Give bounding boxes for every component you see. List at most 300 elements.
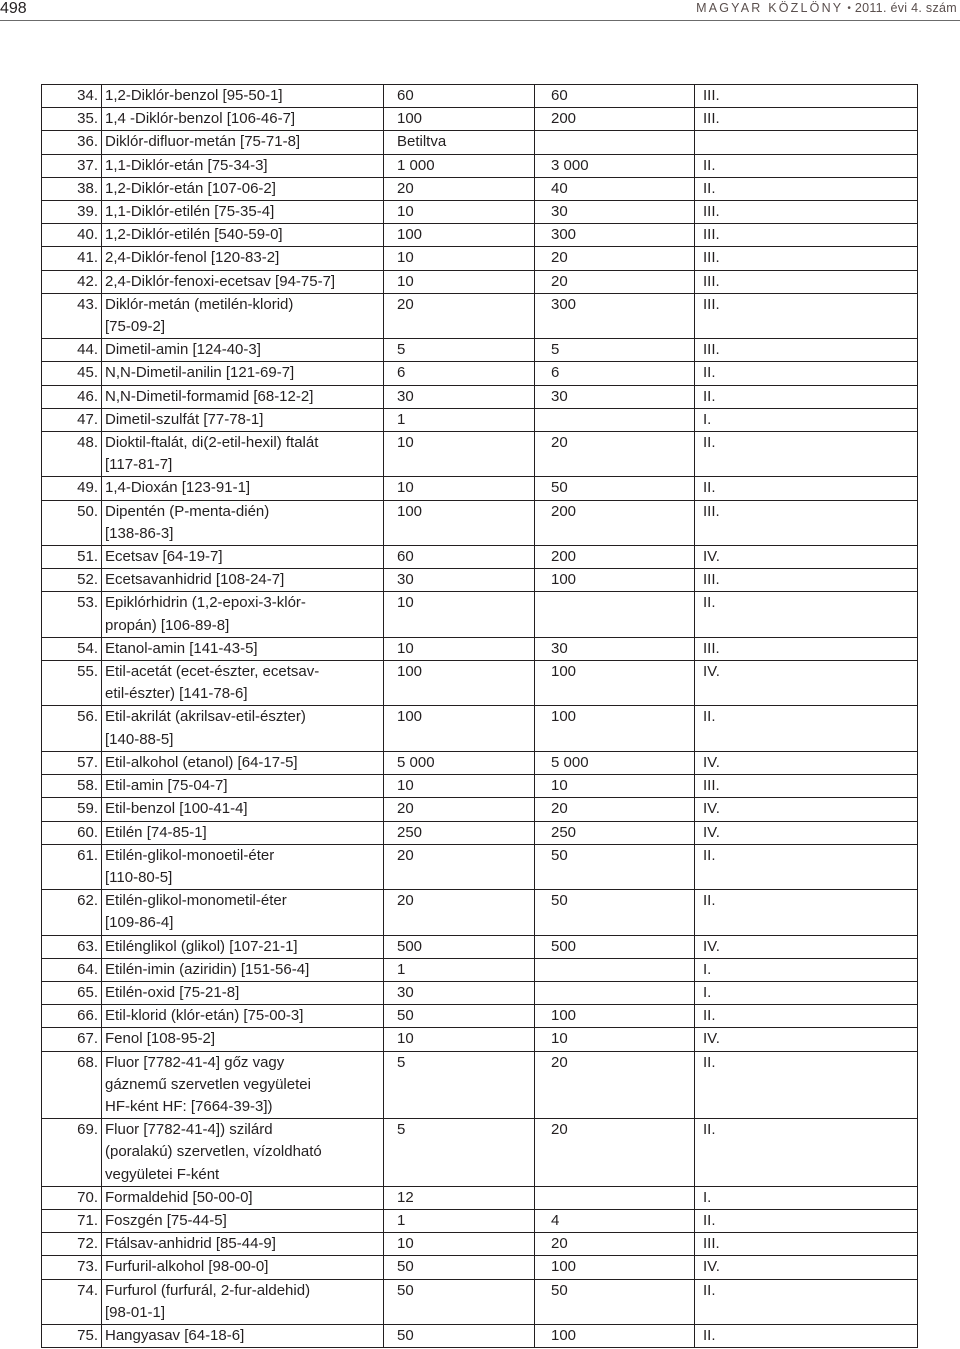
table-row [42, 890, 918, 935]
limit-value-1: 10 [384, 775, 535, 798]
category: I. [695, 1186, 918, 1209]
table-row [42, 247, 918, 270]
table-row [42, 592, 918, 637]
substance-name [102, 1256, 384, 1279]
substance-name [102, 821, 384, 844]
limit-value-2: 100 [535, 661, 695, 706]
substance-name [102, 775, 384, 798]
table-row [42, 432, 918, 477]
table-row [42, 500, 918, 545]
row-number: 54. [42, 637, 102, 660]
substance-name [102, 362, 384, 385]
substance-name [102, 1028, 384, 1051]
limit-value-2 [535, 131, 695, 154]
substance-name [102, 385, 384, 408]
table-row [42, 637, 918, 660]
row-number: 73. [42, 1256, 102, 1279]
limit-value-2: 100 [535, 1005, 695, 1028]
substance-name-line: Etil-benzol [100-41-4] [105, 800, 248, 818]
substance-name [102, 844, 384, 889]
limit-value-1: 12 [384, 1186, 535, 1209]
limit-value-2: 50 [535, 1279, 695, 1324]
limit-value-2: 20 [535, 1119, 695, 1187]
substance-name-line: (poralakú) szervetlen, vízoldható [105, 1143, 322, 1161]
substance-name [102, 339, 384, 362]
limit-value-1: 250 [384, 821, 535, 844]
substance-name [102, 592, 384, 637]
table-row [42, 131, 918, 154]
limit-value-1: 20 [384, 177, 535, 200]
substance-name-line: Foszgén [75-44-5] [105, 1211, 227, 1229]
limit-value-1: 5 000 [384, 751, 535, 774]
limit-value-1: 10 [384, 637, 535, 660]
limit-value-2: 30 [535, 201, 695, 224]
substance-name-line: etil-észter) [141-78-6] [105, 685, 248, 703]
substance-name [102, 1119, 384, 1187]
table-row [42, 362, 918, 385]
category: II. [695, 432, 918, 477]
limit-value-1: 100 [384, 224, 535, 247]
running-header [696, 0, 957, 18]
row-number: 43. [42, 293, 102, 338]
limit-value-1: 500 [384, 935, 535, 958]
category: II. [695, 385, 918, 408]
category: II. [695, 154, 918, 177]
limit-value-2: 50 [535, 844, 695, 889]
table-row [42, 1209, 918, 1232]
substance-name-line: Fluor [7782-41-4]) szilárd [105, 1121, 273, 1139]
substance-name [102, 108, 384, 131]
limit-value-2: 300 [535, 293, 695, 338]
substance-table [41, 84, 918, 1348]
substance-name [102, 432, 384, 477]
substance-name-line: [140-88-5] [105, 730, 174, 748]
limit-value-1: 10 [384, 270, 535, 293]
category: I. [695, 981, 918, 1004]
table-row [42, 751, 918, 774]
limit-value-2: 100 [535, 1256, 695, 1279]
substance-name [102, 270, 384, 293]
table-row [42, 546, 918, 569]
limit-value-1: 10 [384, 247, 535, 270]
substance-name-line: Etil-akrilát (akrilsav-etil-észter) [105, 708, 306, 726]
row-number: 36. [42, 131, 102, 154]
limit-value-1: 1 [384, 958, 535, 981]
substance-name-line: [138-86-3] [105, 524, 174, 542]
substance-name-line: [75-09-2] [105, 318, 166, 336]
substance-name [102, 751, 384, 774]
substance-name [102, 85, 384, 108]
table-row [42, 1233, 918, 1256]
limit-value-1: 10 [384, 1233, 535, 1256]
limit-value-2: 30 [535, 385, 695, 408]
limit-value-1: 20 [384, 844, 535, 889]
table-row [42, 201, 918, 224]
limit-value-1: 1 000 [384, 154, 535, 177]
row-number: 49. [42, 477, 102, 500]
limit-value-2 [535, 1186, 695, 1209]
table-row [42, 821, 918, 844]
limit-value-2: 6 [535, 362, 695, 385]
substance-name-line: Ecetsav [64-19-7] [105, 548, 223, 566]
limit-value-1: 1 [384, 408, 535, 431]
limit-value-2: 50 [535, 890, 695, 935]
category: IV. [695, 1028, 918, 1051]
substance-name [102, 569, 384, 592]
limit-value-1: 100 [384, 706, 535, 751]
row-number: 34. [42, 85, 102, 108]
table-row [42, 385, 918, 408]
category: IV. [695, 798, 918, 821]
substance-name [102, 201, 384, 224]
category: II. [695, 844, 918, 889]
row-number: 41. [42, 247, 102, 270]
substance-name [102, 1186, 384, 1209]
limit-value-2: 3 000 [535, 154, 695, 177]
substance-name [102, 477, 384, 500]
row-number: 66. [42, 1005, 102, 1028]
substance-name-line: 1,1-Diklór-etilén [75-35-4] [105, 203, 275, 221]
category: IV. [695, 821, 918, 844]
limit-value-1: 100 [384, 661, 535, 706]
substance-name-line: Etil-alkohol (etanol) [64-17-5] [105, 753, 298, 771]
substance-name-line: [98-01-1] [105, 1303, 166, 1321]
table-row [42, 798, 918, 821]
limit-value-2: 60 [535, 85, 695, 108]
category: III. [695, 108, 918, 131]
row-number: 58. [42, 775, 102, 798]
substance-name-line: Etilénglikol (glikol) [107-21-1] [105, 937, 298, 955]
header-rule [0, 20, 960, 21]
substance-name [102, 1005, 384, 1028]
limit-value-1: 50 [384, 1324, 535, 1347]
row-number: 53. [42, 592, 102, 637]
substance-name [102, 247, 384, 270]
page-number: 498 [0, 0, 27, 17]
category: III. [695, 247, 918, 270]
limit-value-2: 40 [535, 177, 695, 200]
table-row [42, 1186, 918, 1209]
limit-value-1: 100 [384, 500, 535, 545]
table-row [42, 844, 918, 889]
substance-name [102, 706, 384, 751]
row-number: 62. [42, 890, 102, 935]
category [695, 131, 918, 154]
category: II. [695, 1005, 918, 1028]
substance-name-line: 1,4 -Diklór-benzol [106-46-7] [105, 110, 296, 128]
row-number: 70. [42, 1186, 102, 1209]
limit-value-2: 5 [535, 339, 695, 362]
substance-name-line: 2,4-Diklór-fenol [120-83-2] [105, 249, 280, 267]
substance-name [102, 981, 384, 1004]
limit-value-2: 200 [535, 108, 695, 131]
substance-name-line: Etilén [74-85-1] [105, 823, 207, 841]
limit-value-1: 50 [384, 1005, 535, 1028]
row-number: 46. [42, 385, 102, 408]
category: III. [695, 500, 918, 545]
category: II. [695, 1209, 918, 1232]
table-row [42, 569, 918, 592]
limit-value-2 [535, 408, 695, 431]
substance-name-line: vegyületei F-ként [105, 1165, 220, 1183]
substance-name-line: 1,2-Diklór-etán [107-06-2] [105, 179, 276, 197]
category: IV. [695, 546, 918, 569]
table-row [42, 1005, 918, 1028]
limit-value-2: 50 [535, 477, 695, 500]
row-number: 65. [42, 981, 102, 1004]
substance-name [102, 935, 384, 958]
substance-name [102, 1279, 384, 1324]
row-number: 40. [42, 224, 102, 247]
substance-name-line: Diklór-metán (metilén-klorid) [105, 295, 294, 313]
category: II. [695, 177, 918, 200]
category: II. [695, 1051, 918, 1119]
table-row [42, 408, 918, 431]
table-row [42, 224, 918, 247]
limit-value-1: Betiltva [384, 131, 535, 154]
table-row [42, 981, 918, 1004]
substance-name-line: Epiklórhidrin (1,2-epoxi-3-klór- [105, 594, 306, 612]
category: II. [695, 890, 918, 935]
substance-name-line: Dioktil-ftalát, di(2-etil-hexil) ftalát [105, 434, 319, 452]
substance-name-line: Dimetil-szulfát [77-78-1] [105, 410, 264, 428]
substance-name [102, 890, 384, 935]
row-number: 50. [42, 500, 102, 545]
limit-value-2: 500 [535, 935, 695, 958]
limit-value-2: 20 [535, 1233, 695, 1256]
substance-name [102, 546, 384, 569]
substance-name [102, 1051, 384, 1119]
table-row [42, 1051, 918, 1119]
table-row [42, 935, 918, 958]
row-number: 44. [42, 339, 102, 362]
category: II. [695, 1119, 918, 1187]
substance-name-line: Dimetil-amin [124-40-3] [105, 341, 261, 359]
category: II. [695, 1279, 918, 1324]
limit-value-1: 60 [384, 85, 535, 108]
substance-name-line: Etilén-imin (aziridin) [151-56-4] [105, 960, 310, 978]
table-row [42, 270, 918, 293]
substance-name-line: Etil-acetát (ecet-észter, ecetsav- [105, 663, 320, 681]
substance-name-line: HF-ként HF: [7664-39-3]) [105, 1097, 273, 1115]
substance-name-line: gáznemű szervetlen vegyületei [105, 1075, 311, 1093]
substance-name-line: Furfuril-alkohol [98-00-0] [105, 1258, 269, 1276]
limit-value-1: 1 [384, 1209, 535, 1232]
limit-value-2 [535, 958, 695, 981]
limit-value-2: 100 [535, 1324, 695, 1347]
category: I. [695, 408, 918, 431]
limit-value-2: 300 [535, 224, 695, 247]
substance-name [102, 408, 384, 431]
category: III. [695, 339, 918, 362]
limit-value-2: 4 [535, 1209, 695, 1232]
substance-name-line: Formaldehid [50-00-0] [105, 1188, 253, 1206]
row-number: 74. [42, 1279, 102, 1324]
category: III. [695, 1233, 918, 1256]
table-row [42, 154, 918, 177]
page-header [0, 0, 960, 22]
limit-value-1: 10 [384, 201, 535, 224]
table-row [42, 477, 918, 500]
substance-name-line: Etilén-glikol-monometil-éter [105, 892, 287, 910]
limit-value-2: 100 [535, 706, 695, 751]
row-number: 52. [42, 569, 102, 592]
substance-table-body [42, 85, 918, 1348]
table-row [42, 85, 918, 108]
category: III. [695, 270, 918, 293]
row-number: 55. [42, 661, 102, 706]
substance-name-line: Fluor [7782-41-4] gőz vagy [105, 1053, 285, 1071]
limit-value-1: 50 [384, 1279, 535, 1324]
substance-name-line: Ecetsavanhidrid [108-24-7] [105, 571, 285, 589]
row-number: 42. [42, 270, 102, 293]
table-row [42, 177, 918, 200]
substance-name-line: propán) [106-89-8] [105, 616, 230, 634]
row-number: 63. [42, 935, 102, 958]
limit-value-2: 20 [535, 432, 695, 477]
limit-value-1: 30 [384, 385, 535, 408]
limit-value-2: 10 [535, 775, 695, 798]
substance-name-line: [117-81-7] [105, 456, 173, 474]
limit-value-1: 20 [384, 798, 535, 821]
limit-value-1: 5 [384, 339, 535, 362]
row-number: 68. [42, 1051, 102, 1119]
category: III. [695, 293, 918, 338]
substance-name-line: Ftálsav-anhidrid [85-44-9] [105, 1235, 276, 1253]
limit-value-2: 100 [535, 569, 695, 592]
table-row [42, 1119, 918, 1187]
issue-label: 2011. évi 4. szám [854, 1, 957, 15]
substance-name [102, 661, 384, 706]
limit-value-2: 30 [535, 637, 695, 660]
limit-value-2: 5 000 [535, 751, 695, 774]
substance-name-line: [109-86-4] [105, 914, 174, 932]
limit-value-2: 20 [535, 798, 695, 821]
limit-value-1: 60 [384, 546, 535, 569]
limit-value-1: 5 [384, 1119, 535, 1187]
substance-name-line: Etanol-amin [141-43-5] [105, 639, 258, 657]
substance-name-line: Etilén-oxid [75-21-8] [105, 983, 240, 1001]
limit-value-1: 10 [384, 1028, 535, 1051]
category: III. [695, 85, 918, 108]
substance-name [102, 1233, 384, 1256]
limit-value-1: 5 [384, 1051, 535, 1119]
row-number: 67. [42, 1028, 102, 1051]
row-number: 71. [42, 1209, 102, 1232]
substance-name-line: 1,2-Diklór-etilén [540-59-0] [105, 226, 283, 244]
substance-name [102, 293, 384, 338]
limit-value-2: 20 [535, 247, 695, 270]
table-row [42, 958, 918, 981]
substance-name [102, 177, 384, 200]
journal-title: MAGYAR KÖZLÖNY [696, 1, 844, 15]
substance-name [102, 1209, 384, 1232]
table-row [42, 339, 918, 362]
limit-value-1: 10 [384, 592, 535, 637]
limit-value-2: 200 [535, 546, 695, 569]
limit-value-2 [535, 981, 695, 1004]
substance-name-line: 1,1-Diklór-etán [75-34-3] [105, 156, 268, 174]
limit-value-1: 50 [384, 1256, 535, 1279]
category: III. [695, 201, 918, 224]
row-number: 56. [42, 706, 102, 751]
substance-name-line: Furfurol (furfurál, 2-fur-aldehid) [105, 1281, 311, 1299]
row-number: 60. [42, 821, 102, 844]
row-number: 64. [42, 958, 102, 981]
limit-value-1: 10 [384, 477, 535, 500]
limit-value-2: 20 [535, 270, 695, 293]
table-row [42, 1256, 918, 1279]
row-number: 75. [42, 1324, 102, 1347]
substance-name [102, 500, 384, 545]
substance-name-line: Etilén-glikol-monoetil-éter [105, 846, 275, 864]
row-number: 35. [42, 108, 102, 131]
limit-value-2: 20 [535, 1051, 695, 1119]
table-row [42, 1324, 918, 1347]
limit-value-1: 6 [384, 362, 535, 385]
table-row [42, 293, 918, 338]
category: III. [695, 569, 918, 592]
substance-name-line: Dipentén (P-menta-dién) [105, 502, 270, 520]
category: IV. [695, 935, 918, 958]
substance-name-line: [110-80-5] [105, 868, 173, 886]
row-number: 45. [42, 362, 102, 385]
substance-name [102, 637, 384, 660]
substance-name-line: Fenol [108-95-2] [105, 1030, 216, 1048]
limit-value-1: 20 [384, 293, 535, 338]
limit-value-1: 20 [384, 890, 535, 935]
category: III. [695, 224, 918, 247]
category: IV. [695, 751, 918, 774]
row-number: 38. [42, 177, 102, 200]
row-number: 59. [42, 798, 102, 821]
row-number: 57. [42, 751, 102, 774]
category: IV. [695, 1256, 918, 1279]
limit-value-2: 10 [535, 1028, 695, 1051]
category: IV. [695, 661, 918, 706]
substance-name [102, 224, 384, 247]
limit-value-2 [535, 592, 695, 637]
category: III. [695, 637, 918, 660]
substance-name [102, 958, 384, 981]
category: II. [695, 1324, 918, 1347]
header-separator: • [847, 3, 851, 14]
category: II. [695, 706, 918, 751]
limit-value-1: 30 [384, 981, 535, 1004]
row-number: 48. [42, 432, 102, 477]
category: I. [695, 958, 918, 981]
row-number: 51. [42, 546, 102, 569]
table-row [42, 706, 918, 751]
limit-value-1: 30 [384, 569, 535, 592]
row-number: 37. [42, 154, 102, 177]
limit-value-1: 100 [384, 108, 535, 131]
row-number: 61. [42, 844, 102, 889]
category: III. [695, 775, 918, 798]
substance-name-line: Diklór-difluor-metán [75-71-8] [105, 133, 301, 151]
substance-name-line: 1,4-Dioxán [123-91-1] [105, 479, 251, 497]
limit-value-2: 250 [535, 821, 695, 844]
category: II. [695, 362, 918, 385]
row-number: 47. [42, 408, 102, 431]
row-number: 69. [42, 1119, 102, 1187]
table-row [42, 775, 918, 798]
table-row [42, 108, 918, 131]
substance-name-line: Etil-klorid (klór-etán) [75-00-3] [105, 1007, 304, 1025]
limit-value-2: 200 [535, 500, 695, 545]
limit-value-1: 10 [384, 432, 535, 477]
substance-name [102, 798, 384, 821]
